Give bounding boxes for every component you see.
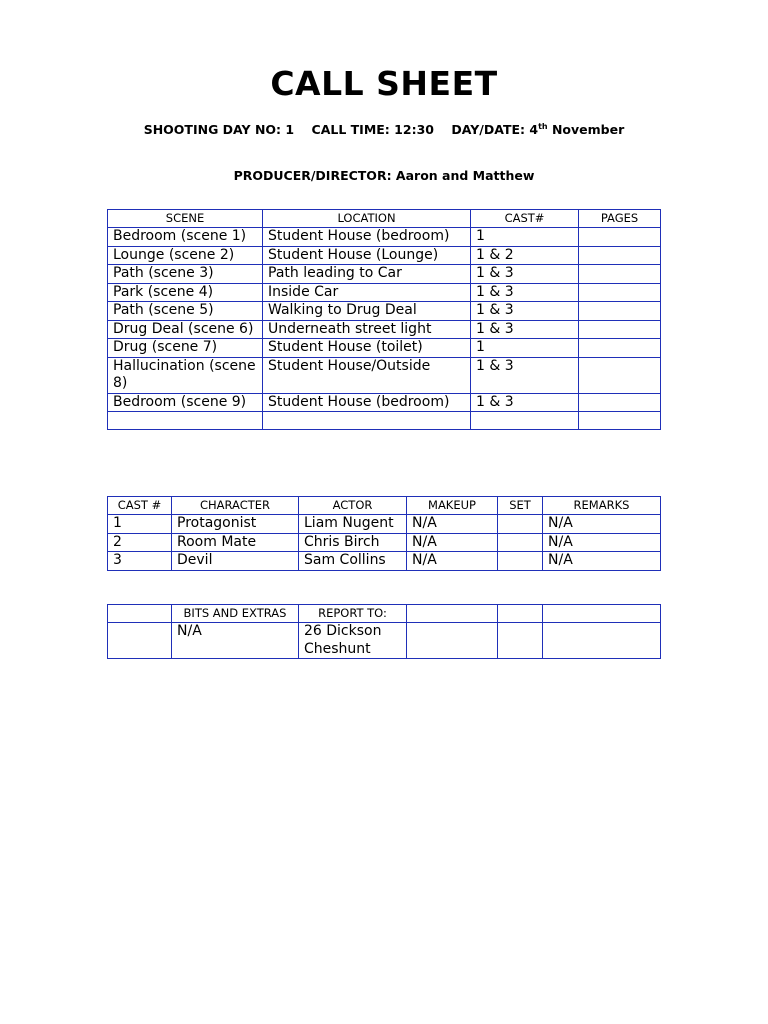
location-cell: Underneath street light	[263, 320, 471, 339]
extras-blank-cell	[498, 623, 543, 659]
extras-header-row	[108, 605, 661, 623]
actor-cell: Chris Birch	[299, 533, 407, 552]
extras-blank-cell	[407, 623, 498, 659]
makeup-cell: N/A	[407, 552, 498, 571]
location-cell: Student House/Outside	[263, 357, 471, 393]
cast-cell: 1 & 3	[471, 357, 579, 393]
cast-header-row	[108, 497, 661, 515]
extras-blank-cell	[543, 623, 661, 659]
set-cell	[498, 533, 543, 552]
table-row	[108, 533, 661, 552]
scene-cell: Path (scene 5)	[108, 302, 263, 321]
extras-blank-header	[498, 605, 543, 623]
bits-extras-cell: N/A	[172, 623, 299, 659]
cast-cell: 1	[471, 228, 579, 247]
extras-blank-header	[407, 605, 498, 623]
cast-header: CAST#	[471, 210, 579, 228]
pages-header: PAGES	[579, 210, 661, 228]
table-row	[108, 283, 661, 302]
location-cell: Inside Car	[263, 283, 471, 302]
location-cell: Student House (bedroom)	[263, 228, 471, 247]
scene-cell: Drug (scene 7)	[108, 339, 263, 358]
pages-cell	[579, 320, 661, 339]
table-row	[108, 265, 661, 284]
location-cell: Student House (toilet)	[263, 339, 471, 358]
scene-cell: Path (scene 3)	[108, 265, 263, 284]
location-cell: Walking to Drug Deal	[263, 302, 471, 321]
extras-table	[107, 604, 661, 659]
actor-cell: Sam Collins	[299, 552, 407, 571]
report-to-header: REPORT TO:	[299, 605, 407, 623]
table-row	[108, 228, 661, 247]
set-header: SET	[498, 497, 543, 515]
location-cell: Student House (Lounge)	[263, 246, 471, 265]
extras-blank-header	[543, 605, 661, 623]
pages-cell	[579, 302, 661, 321]
scene-cell	[108, 412, 263, 430]
report-to-cell: 26 Dickson Cheshunt	[299, 623, 407, 659]
location-cell: Path leading to Car	[263, 265, 471, 284]
date-day: 4	[529, 122, 539, 137]
scene-cell: Park (scene 4)	[108, 283, 263, 302]
document-title: CALL SHEET	[270, 64, 498, 103]
scene-cell: Bedroom (scene 1)	[108, 228, 263, 247]
actor-cell: Liam Nugent	[299, 515, 407, 534]
table-row	[108, 246, 661, 265]
table-row	[108, 552, 661, 571]
extras-blank-header	[108, 605, 172, 623]
cast-cell: 1 & 3	[471, 302, 579, 321]
scenes-header-row	[108, 210, 661, 228]
table-row	[108, 339, 661, 358]
shooting-day-label: SHOOTING DAY NO:	[143, 122, 282, 137]
pages-cell	[579, 393, 661, 412]
set-cell	[498, 515, 543, 534]
pages-cell	[579, 357, 661, 393]
remarks-header: REMARKS	[543, 497, 661, 515]
character-header: CHARACTER	[172, 497, 299, 515]
cast-number-cell: 2	[108, 533, 172, 552]
remarks-cell: N/A	[543, 533, 661, 552]
scene-cell: Hallucination (scene 8)	[108, 357, 263, 393]
location-cell: Student House (bedroom)	[263, 393, 471, 412]
pages-cell	[579, 339, 661, 358]
bits-extras-header: BITS AND EXTRAS	[172, 605, 299, 623]
producer-value: Aaron and Matthew	[395, 168, 535, 183]
producer-line	[0, 168, 768, 183]
remarks-cell: N/A	[543, 515, 661, 534]
table-row	[108, 393, 661, 412]
scene-cell: Drug Deal (scene 6)	[108, 320, 263, 339]
pages-cell	[579, 412, 661, 430]
scene-header: SCENE	[108, 210, 263, 228]
date-label: DAY/DATE:	[451, 122, 526, 137]
cast-number-cell: 3	[108, 552, 172, 571]
cast-cell: 1	[471, 339, 579, 358]
cast-cell: 1 & 3	[471, 320, 579, 339]
pages-cell	[579, 228, 661, 247]
shooting-day-value: 1	[285, 122, 295, 137]
scenes-table	[107, 209, 661, 430]
shooting-info-line	[0, 122, 768, 137]
extras-blank-cell	[108, 623, 172, 659]
cast-cell: 1 & 3	[471, 265, 579, 284]
cast-cell: 1 & 3	[471, 393, 579, 412]
call-time-value: 12:30	[394, 122, 434, 137]
pages-cell	[579, 283, 661, 302]
makeup-cell: N/A	[407, 533, 498, 552]
character-cell: Protagonist	[172, 515, 299, 534]
cast-cell: 1 & 2	[471, 246, 579, 265]
table-row	[108, 302, 661, 321]
cast-cell: 1 & 3	[471, 283, 579, 302]
remarks-cell: N/A	[543, 552, 661, 571]
producer-label: PRODUCER/DIRECTOR:	[233, 168, 392, 183]
location-header: LOCATION	[263, 210, 471, 228]
date-month: November	[551, 122, 625, 137]
table-row	[108, 515, 661, 534]
actor-header: ACTOR	[299, 497, 407, 515]
table-row	[108, 320, 661, 339]
character-cell: Room Mate	[172, 533, 299, 552]
call-time-label: CALL TIME:	[311, 122, 390, 137]
cast-number-cell: 1	[108, 515, 172, 534]
table-row	[108, 623, 661, 659]
makeup-cell: N/A	[407, 515, 498, 534]
set-cell	[498, 552, 543, 571]
cast-number-header: CAST #	[108, 497, 172, 515]
table-row-empty	[108, 412, 661, 430]
cast-table	[107, 496, 661, 571]
location-cell	[263, 412, 471, 430]
scene-cell: Lounge (scene 2)	[108, 246, 263, 265]
scene-cell: Bedroom (scene 9)	[108, 393, 263, 412]
pages-cell	[579, 265, 661, 284]
makeup-header: MAKEUP	[407, 497, 498, 515]
date-suffix: th	[538, 122, 548, 131]
table-row	[108, 357, 661, 393]
character-cell: Devil	[172, 552, 299, 571]
pages-cell	[579, 246, 661, 265]
cast-cell	[471, 412, 579, 430]
